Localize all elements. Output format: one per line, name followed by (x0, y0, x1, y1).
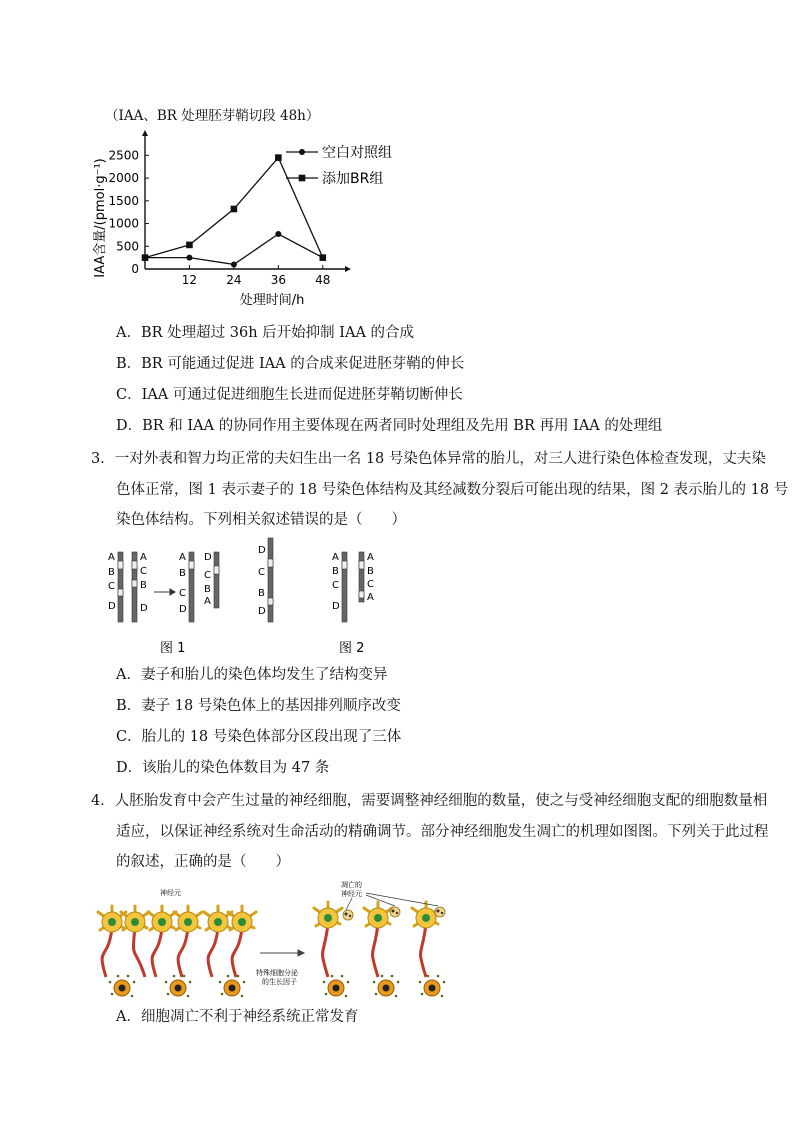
growth-factor-dot (243, 981, 246, 984)
neuron (174, 906, 202, 977)
growth-factor-dot (127, 975, 130, 978)
gene-label: C (140, 566, 147, 577)
process-arrow (260, 950, 304, 956)
neuron (148, 906, 176, 977)
data-point (142, 254, 149, 261)
legend-label: 空白对照组 (322, 145, 392, 161)
data-point (231, 206, 238, 213)
growth-factor-dot (133, 981, 136, 984)
gene-label: B (258, 588, 265, 599)
gene-label: C (108, 581, 115, 592)
gene-label: A (140, 552, 147, 563)
data-point (319, 254, 326, 261)
growth-factor-dot (189, 981, 192, 984)
neurons-before (98, 906, 256, 997)
axon (178, 928, 188, 977)
target-cell (323, 975, 350, 998)
neuron-label: 神经元 (160, 889, 181, 897)
chart-caption: （IAA、BR 处理胚芽鞘切段 48h） (105, 108, 320, 124)
axon (232, 928, 242, 977)
target-cell (219, 975, 246, 998)
gene-label: D (204, 552, 212, 563)
growth-factor-dot (111, 993, 114, 996)
axon (421, 924, 426, 977)
neuron (204, 906, 232, 977)
growth-factor-dot (187, 995, 190, 998)
growth-factor-dot (345, 995, 348, 998)
nucleus (108, 918, 116, 926)
growth-factor-dot (183, 975, 186, 978)
growth-factor-dot (237, 975, 240, 978)
gene-label: C (179, 588, 186, 599)
gene-label: A (332, 552, 339, 563)
y-tick-label: 500 (116, 239, 139, 254)
axon (373, 924, 378, 977)
growth-factor-label: 特殊细胞分泌 (256, 969, 298, 977)
y-axis-label: IAA含量/(pmol·g⁻¹) (93, 158, 108, 278)
growth-factor-dot (323, 981, 326, 984)
y-tick-label: 1500 (108, 193, 139, 208)
growth-factor-dot (165, 981, 168, 984)
wife-chromosome-left (108, 552, 123, 622)
growth-factor-dot (331, 975, 334, 978)
y-tick-label: 0 (131, 262, 139, 276)
growth-factor-dot (241, 995, 244, 998)
gene-label: D (258, 545, 266, 556)
option-d: D．该胎儿的染色体数目为 47 条 (116, 760, 330, 776)
legend-label: 添加BR组 (322, 171, 384, 187)
option-a: A．细胞凋亡不利于神经系统正常发育 (116, 1009, 359, 1025)
gene-label: D (108, 601, 116, 612)
nucleus (374, 914, 382, 922)
x-tick-label: 24 (226, 273, 242, 287)
nucleus (158, 918, 166, 926)
gamete-chromosome-3 (258, 538, 273, 622)
axon (323, 924, 328, 977)
option-d: D．BR 和 IAA 的协同作用主要体现在两者同时处理组及先用 BR 再用 IAA 的处理组 (116, 418, 663, 434)
axon (152, 928, 162, 977)
axon (133, 928, 145, 977)
growth-factor-dot (325, 993, 328, 996)
growth-factor-dot (419, 981, 422, 984)
gene-label: C (204, 570, 211, 581)
growth-factor-dot (117, 975, 120, 978)
option-b: B．BR 可能通过促进 IAA 的合成来促进胚芽鞘的伸长 (116, 356, 465, 372)
question-stem-line: 染色体结构。下列相关叙述错误的是（ ） (116, 512, 406, 528)
apoptotic-neuron (435, 907, 445, 917)
axon (208, 928, 218, 977)
growth-factor-label: 的生长因子 (262, 978, 297, 986)
question-stem-line: 4．人胚胎发育中会产生过量的神经细胞，需要调整神经细胞的数量，使之与受神经细胞支配的细胞数量相 (91, 793, 768, 809)
growth-factor-dot (395, 995, 398, 998)
growth-factor-dot (341, 975, 344, 978)
gene-label: A (179, 552, 186, 563)
gene-label: D (140, 603, 148, 614)
growth-factor-dot (391, 975, 394, 978)
gene-label: C (258, 567, 265, 578)
gene-label: C (367, 579, 374, 590)
y-tick-label: 1000 (108, 216, 139, 231)
gamete-chromosome-1 (179, 552, 194, 622)
gene-label: A (108, 552, 115, 563)
figure-1-label: 图 1 (160, 641, 186, 656)
gene-label: A (367, 552, 374, 563)
apoptotic-neuron (343, 910, 353, 920)
nucleus (214, 918, 222, 926)
nucleus (131, 918, 139, 926)
target-cell (373, 975, 400, 998)
gene-label: B (204, 584, 211, 595)
growth-factor-dot (167, 993, 170, 996)
data-point (275, 231, 281, 237)
neuron (314, 902, 342, 977)
gamete-chromosome-2 (204, 552, 219, 608)
data-point (186, 255, 192, 261)
nucleus (422, 914, 430, 922)
apoptotic-label: 神经元 (341, 890, 362, 898)
gene-label: D (332, 601, 340, 612)
question-stem-line: 3．一对外表和智力均正常的夫妇生出一名 18 号染色体异常的胎儿，对三人进行染色体检查发现，丈夫染 (91, 451, 766, 467)
growth-factor-dot (375, 993, 378, 996)
gene-label: B (108, 567, 115, 578)
label-pointer (366, 895, 395, 906)
data-point (231, 261, 237, 267)
x-tick-label: 36 (270, 273, 286, 287)
data-point (186, 242, 193, 249)
nucleus (238, 918, 246, 926)
figure-2-label: 图 2 (339, 641, 365, 656)
growth-factor-dot (397, 981, 400, 984)
nucleus (184, 918, 192, 926)
label-pointer (346, 898, 352, 910)
gene-label: B (140, 580, 147, 591)
growth-factor-dot (381, 975, 384, 978)
growth-factor-dot (437, 975, 440, 978)
growth-factor-dot (443, 981, 446, 984)
x-tick-label: 12 (181, 273, 198, 287)
growth-factor-dot (441, 995, 444, 998)
option-a: A．妻子和胎儿的染色体均发生了结构变异 (116, 667, 388, 683)
chart-legend (286, 144, 392, 187)
growth-factor-dot (131, 995, 134, 998)
target-cell (419, 975, 446, 998)
y-axis-arrow (142, 130, 148, 136)
gene-label: A (367, 592, 374, 603)
growth-factor-dot (373, 981, 376, 984)
arrow (154, 589, 175, 595)
growth-factor-dot (421, 993, 424, 996)
neuron (364, 902, 392, 977)
legend-marker (299, 149, 305, 155)
wife-chromosome-right (132, 552, 148, 622)
gene-label: B (367, 566, 374, 577)
option-c: C．IAA 可通过促进细胞生长进而促进胚芽鞘切断伸长 (116, 387, 463, 403)
x-axis-label: 处理时间/h (239, 293, 305, 308)
nucleus (324, 914, 332, 922)
series-line (145, 234, 323, 264)
chromosome-figure (100, 535, 400, 660)
option-c: C．胎儿的 18 号染色体部分区段出现了三体 (116, 729, 402, 745)
growth-factor-dot (219, 981, 222, 984)
option-a: A．BR 处理超过 36h 后开始抑制 IAA 的合成 (116, 325, 415, 341)
neuron (228, 906, 256, 977)
chart-series (142, 154, 326, 267)
y-tick-label: 2000 (108, 171, 139, 186)
neuron (98, 906, 126, 977)
gene-label: B (179, 568, 186, 579)
gene-label: D (179, 604, 187, 615)
x-axis-arrow (345, 266, 351, 272)
question-stem-line: 的叙述，正确的是（ ） (116, 854, 290, 870)
growth-factor-dot (227, 975, 230, 978)
apoptotic-neuron (390, 907, 400, 917)
gene-label: C (332, 580, 339, 591)
growth-factor-dot (109, 981, 112, 984)
fetus-chromosome-right (359, 552, 374, 603)
target-cell (109, 975, 136, 998)
gene-label: A (204, 596, 211, 607)
gene-label: D (258, 606, 266, 617)
growth-factor-dot (347, 981, 350, 984)
gene-label: B (332, 566, 339, 577)
growth-factor-dot (221, 993, 224, 996)
neuron (121, 906, 149, 977)
iaa-line-chart (88, 130, 418, 310)
target-cell (165, 975, 192, 998)
legend-marker (299, 175, 306, 182)
neurons-after (314, 893, 445, 997)
question-stem-line: 色体正常，图 1 表示妻子的 18 号染色体结构及其经减数分裂后可能出现的结果，图 2 表示胎儿的 18 号 (116, 482, 789, 498)
axon (102, 928, 112, 977)
apoptotic-label: 凋亡的 (341, 881, 362, 889)
growth-factor-dot (427, 975, 430, 978)
growth-factor-dot (173, 975, 176, 978)
option-b: B．妻子 18 号染色体上的基因排列顺序改变 (116, 698, 401, 714)
y-tick-label: 2500 (108, 148, 139, 163)
data-point (275, 154, 282, 161)
question-stem-line: 适应，以保证神经系统对生命活动的精确调节。部分神经细胞发生凋亡的机理如图图。下列关于此过程 (116, 824, 769, 840)
x-tick-label: 48 (315, 273, 331, 287)
fetus-chromosome-left (332, 552, 347, 622)
neuron-apoptosis-figure (92, 874, 452, 1004)
